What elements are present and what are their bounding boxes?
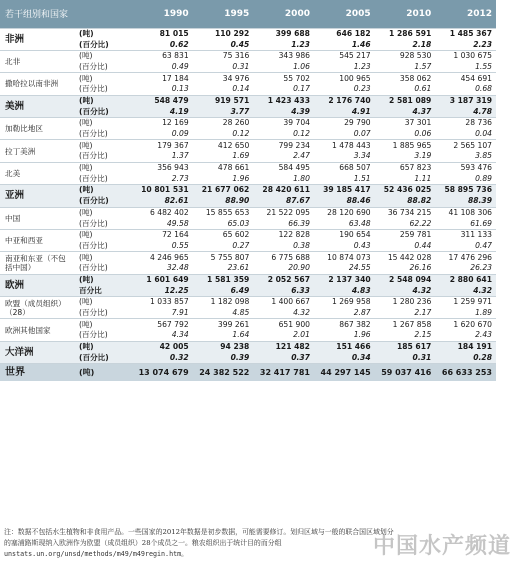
value-cell: 356 943 bbox=[132, 162, 193, 173]
value-cell: 1 182 098 bbox=[193, 297, 254, 308]
percent-cell: 2.17 bbox=[414, 308, 432, 318]
value-cell: 179 367 bbox=[132, 140, 193, 151]
unit-percent: (百分比) bbox=[79, 39, 109, 49]
value-cell: 6 775 688 bbox=[253, 252, 314, 263]
region-name: 撒哈拉以南非洲 bbox=[0, 73, 76, 95]
percent-cell: 2.87 bbox=[353, 308, 371, 318]
percent-cell: 4.19 bbox=[132, 106, 193, 117]
value-cell: 28 120 690 bbox=[314, 207, 375, 218]
value-cell: 2 880 641 bbox=[435, 274, 496, 285]
percent-cell: 4.32 bbox=[435, 285, 496, 296]
unit-percent: (百分比) bbox=[79, 129, 108, 139]
unit-percent: (百分比) bbox=[79, 330, 108, 340]
value-cell: 412 650 bbox=[193, 140, 254, 151]
unit-tonnes: (吨) bbox=[76, 341, 132, 352]
value-cell: 1 400 667 bbox=[253, 297, 314, 308]
value-cell: 21 677 062 bbox=[193, 185, 254, 196]
percent-cell: 66.39 bbox=[288, 218, 310, 228]
percent-cell: 0.06 bbox=[414, 129, 432, 139]
table-row bbox=[0, 118, 496, 129]
percent-cell: 6.33 bbox=[253, 285, 314, 296]
value-cell: 94 238 bbox=[193, 341, 254, 352]
percent-cell: 4.34 bbox=[171, 330, 189, 340]
percent-cell: 1.96 bbox=[232, 173, 250, 183]
percent-cell: 0.31 bbox=[375, 352, 436, 363]
unit-tonnes: (吨) bbox=[76, 118, 132, 129]
unit-percent: (百分比) bbox=[76, 106, 132, 117]
unit-tonnes: (吨) bbox=[76, 364, 132, 382]
value-cell: 2 052 567 bbox=[253, 274, 314, 285]
unit-percent: (百分比) bbox=[79, 263, 108, 273]
table-row bbox=[0, 319, 496, 330]
value-cell: 799 234 bbox=[253, 140, 314, 151]
header-title: 若干组别和国家 bbox=[0, 0, 132, 28]
percent-cell: 62.22 bbox=[409, 218, 432, 228]
percent-cell: 88.46 bbox=[314, 196, 375, 207]
percent-cell: 0.34 bbox=[314, 352, 375, 363]
value-cell: 36 734 215 bbox=[375, 207, 436, 218]
unit-tonnes: (吨) bbox=[76, 229, 132, 240]
footnote-line: 注：数据不包括水生植物和非食用产品。一些国家的2012年数据是初步数据，可能需要修订。划归区域与一般的联合国区域划分 bbox=[4, 528, 394, 536]
value-cell: 17 184 bbox=[132, 73, 193, 84]
percent-cell: 0.14 bbox=[232, 84, 250, 94]
value-cell: 1 267 858 bbox=[375, 319, 436, 330]
region-name: 欧洲 bbox=[0, 274, 76, 296]
table-row bbox=[0, 162, 496, 173]
table-body bbox=[0, 28, 496, 381]
value-cell: 72 164 bbox=[132, 229, 193, 240]
unit-percent: (百分比) bbox=[76, 196, 132, 207]
percent-cell: 65.03 bbox=[227, 218, 250, 228]
percent-cell: 0.55 bbox=[171, 240, 189, 250]
percent-cell: 0.27 bbox=[232, 240, 250, 250]
value-cell: 1 885 965 bbox=[375, 140, 436, 151]
percent-cell: 0.04 bbox=[475, 129, 492, 139]
percent-cell: 0.23 bbox=[353, 84, 371, 94]
unit-tonnes: (吨) bbox=[76, 50, 132, 61]
percent-cell: 2.43 bbox=[475, 330, 492, 340]
value-cell: 24 382 522 bbox=[193, 364, 254, 382]
percent-cell: 1.64 bbox=[232, 330, 250, 340]
percent-cell: 26.23 bbox=[470, 263, 492, 273]
value-cell: 110 292 bbox=[193, 28, 254, 39]
value-cell: 121 482 bbox=[253, 341, 314, 352]
value-cell: 668 507 bbox=[314, 162, 375, 173]
region-name: 世界 bbox=[0, 364, 76, 382]
percent-cell: 82.61 bbox=[132, 196, 193, 207]
value-cell: 1 280 236 bbox=[375, 297, 436, 308]
percent-cell: 4.91 bbox=[314, 106, 375, 117]
table-row bbox=[0, 207, 496, 218]
year-header: 1995 bbox=[193, 0, 254, 28]
year-header: 2005 bbox=[314, 0, 375, 28]
value-cell: 1 581 359 bbox=[193, 274, 254, 285]
value-cell: 2 548 094 bbox=[375, 274, 436, 285]
percent-cell: 49.58 bbox=[166, 218, 189, 228]
percent-cell: 4.32 bbox=[375, 285, 436, 296]
percent-cell: 1.37 bbox=[171, 151, 189, 161]
value-cell: 1 620 670 bbox=[435, 319, 496, 330]
value-cell: 52 436 025 bbox=[375, 185, 436, 196]
table-row bbox=[0, 229, 496, 240]
value-cell: 1 269 958 bbox=[314, 297, 375, 308]
percent-cell: 4.78 bbox=[435, 106, 496, 117]
value-cell: 2 565 107 bbox=[435, 140, 496, 151]
percent-cell: 87.67 bbox=[253, 196, 314, 207]
table-row bbox=[0, 274, 496, 285]
value-cell: 10 801 531 bbox=[132, 185, 193, 196]
percent-cell: 0.44 bbox=[414, 240, 432, 250]
region-name: 非洲 bbox=[0, 28, 76, 50]
percent-cell: 4.39 bbox=[253, 106, 314, 117]
value-cell: 12 169 bbox=[132, 118, 193, 129]
percent-cell: 88.90 bbox=[193, 196, 254, 207]
table-row bbox=[0, 28, 496, 39]
value-cell: 919 571 bbox=[193, 95, 254, 106]
value-cell: 28 420 611 bbox=[253, 185, 314, 196]
value-cell: 657 823 bbox=[375, 162, 436, 173]
value-cell: 478 661 bbox=[193, 162, 254, 173]
percent-cell: 1.06 bbox=[293, 61, 310, 71]
percent-cell: 1.55 bbox=[475, 61, 492, 71]
value-cell: 928 530 bbox=[375, 50, 436, 61]
percent-cell: 6.49 bbox=[193, 285, 254, 296]
table-row bbox=[0, 73, 496, 84]
percent-cell: 0.28 bbox=[435, 352, 496, 363]
value-cell: 6 482 402 bbox=[132, 207, 193, 218]
region-name: 美洲 bbox=[0, 95, 76, 117]
value-cell: 39 704 bbox=[253, 118, 314, 129]
percent-cell: 0.68 bbox=[475, 84, 492, 94]
value-cell: 28 260 bbox=[193, 118, 254, 129]
value-cell: 75 316 bbox=[193, 50, 254, 61]
value-cell: 1 478 443 bbox=[314, 140, 375, 151]
percent-cell: 0.49 bbox=[171, 61, 189, 71]
percent-cell: 2.23 bbox=[473, 39, 492, 49]
percent-cell: 3.34 bbox=[353, 151, 371, 161]
percent-cell: 0.37 bbox=[253, 352, 314, 363]
unit-tonnes: (吨) bbox=[76, 207, 132, 218]
value-cell: 584 495 bbox=[253, 162, 314, 173]
value-cell: 13 074 679 bbox=[132, 364, 193, 382]
percent-cell: 0.12 bbox=[232, 129, 250, 139]
value-cell: 63 831 bbox=[132, 50, 193, 61]
value-cell: 81 015 bbox=[132, 28, 193, 39]
table-row bbox=[0, 140, 496, 151]
value-cell: 399 688 bbox=[253, 28, 314, 39]
unit-tonnes: (吨) bbox=[76, 140, 132, 151]
table-row bbox=[0, 341, 496, 352]
table-row bbox=[0, 252, 496, 263]
percent-cell: 0.62 bbox=[169, 39, 189, 49]
percent-cell: 1.80 bbox=[293, 173, 310, 183]
value-cell: 122 828 bbox=[253, 229, 314, 240]
region-name: 北非 bbox=[0, 50, 76, 72]
value-cell: 548 479 bbox=[132, 95, 193, 106]
percent-cell: 4.32 bbox=[293, 308, 310, 318]
percent-cell: 0.07 bbox=[353, 129, 371, 139]
percent-cell: 0.09 bbox=[171, 129, 189, 139]
value-cell: 454 691 bbox=[435, 73, 496, 84]
unit-tonnes: (吨) bbox=[76, 319, 132, 330]
year-header: 2012 bbox=[435, 0, 496, 28]
percent-cell: 24.55 bbox=[348, 263, 371, 273]
percent-cell: 0.89 bbox=[475, 173, 492, 183]
percent-cell: 88.82 bbox=[375, 196, 436, 207]
value-cell: 41 108 306 bbox=[435, 207, 496, 218]
watermark-logo: 中国水产频道 bbox=[373, 534, 511, 559]
unit-tonnes: (吨) bbox=[76, 95, 132, 106]
unit-percent: (百分比) bbox=[79, 218, 108, 228]
value-cell: 651 900 bbox=[253, 319, 314, 330]
year-header: 2000 bbox=[253, 0, 314, 28]
percent-cell: 1.23 bbox=[353, 61, 371, 71]
value-cell: 100 965 bbox=[314, 73, 375, 84]
value-cell: 343 986 bbox=[253, 50, 314, 61]
percent-cell: 1.69 bbox=[232, 151, 250, 161]
value-cell: 399 261 bbox=[193, 319, 254, 330]
value-cell: 55 702 bbox=[253, 73, 314, 84]
table-row bbox=[0, 50, 496, 61]
value-cell: 42 005 bbox=[132, 341, 193, 352]
percent-cell: 0.13 bbox=[171, 84, 189, 94]
region-name: 欧盟（成员组织）（28） bbox=[0, 297, 76, 319]
value-cell: 2 176 740 bbox=[314, 95, 375, 106]
region-name: 亚洲 bbox=[0, 185, 76, 207]
value-cell: 259 781 bbox=[375, 229, 436, 240]
percent-cell: 2.47 bbox=[293, 151, 310, 161]
value-cell: 2 137 340 bbox=[314, 274, 375, 285]
percent-cell: 23.61 bbox=[227, 263, 250, 273]
world-total-row bbox=[0, 364, 496, 382]
unit-percent: (百分比) bbox=[76, 352, 132, 363]
table-row bbox=[0, 297, 496, 308]
unit-percent: (百分比) bbox=[79, 173, 108, 183]
value-cell: 17 476 296 bbox=[435, 252, 496, 263]
region-name: 中国 bbox=[0, 207, 76, 229]
percent-cell: 0.43 bbox=[353, 240, 371, 250]
unit-percent: (百分比) bbox=[79, 61, 108, 71]
unit-percent: (百分比) bbox=[79, 84, 108, 94]
year-header: 1990 bbox=[132, 0, 193, 28]
percent-cell: 0.38 bbox=[293, 240, 310, 250]
value-cell: 39 185 417 bbox=[314, 185, 375, 196]
footnote-url: unstats.un.org/unsd/methods/m49/m49regin.htm。 bbox=[4, 550, 188, 558]
percent-cell: 26.16 bbox=[409, 263, 432, 273]
percent-cell: 1.23 bbox=[291, 39, 310, 49]
value-cell: 21 522 095 bbox=[253, 207, 314, 218]
percent-cell: 0.47 bbox=[475, 240, 492, 250]
unit-tonnes: (吨) bbox=[76, 185, 132, 196]
value-cell: 15 855 653 bbox=[193, 207, 254, 218]
value-cell: 1 259 971 bbox=[435, 297, 496, 308]
percent-cell: 1.51 bbox=[353, 173, 371, 183]
value-cell: 311 133 bbox=[435, 229, 496, 240]
percent-cell: 0.12 bbox=[293, 129, 310, 139]
percent-cell: 0.32 bbox=[132, 352, 193, 363]
value-cell: 66 633 253 bbox=[435, 364, 496, 382]
value-cell: 44 297 145 bbox=[314, 364, 375, 382]
value-cell: 1 030 675 bbox=[435, 50, 496, 61]
region-name: 欧洲其他国家 bbox=[0, 319, 76, 341]
percent-cell: 3.77 bbox=[193, 106, 254, 117]
percent-cell: 88.39 bbox=[435, 196, 496, 207]
value-cell: 29 790 bbox=[314, 118, 375, 129]
value-cell: 358 062 bbox=[375, 73, 436, 84]
value-cell: 15 442 028 bbox=[375, 252, 436, 263]
year-header: 2010 bbox=[375, 0, 436, 28]
percent-cell: 2.18 bbox=[412, 39, 432, 49]
region-name: 中亚和西亚 bbox=[0, 229, 76, 251]
value-cell: 1 485 367 bbox=[435, 28, 496, 39]
percent-cell: 12.25 bbox=[132, 285, 193, 296]
percent-cell: 20.90 bbox=[288, 263, 310, 273]
percent-cell: 3.85 bbox=[475, 151, 492, 161]
percent-cell: 1.89 bbox=[475, 308, 492, 318]
table-row bbox=[0, 95, 496, 106]
value-cell: 37 301 bbox=[375, 118, 436, 129]
table-row bbox=[0, 185, 496, 196]
percent-cell: 0.39 bbox=[193, 352, 254, 363]
value-cell: 65 602 bbox=[193, 229, 254, 240]
unit-percent: (百分比) bbox=[79, 151, 108, 161]
table-header bbox=[0, 0, 496, 28]
footnote-line: 的塞浦路斯现纳入欧洲作为欧盟（成员组织）28个成员之一。粮农组织出于统计目的而分组 bbox=[4, 539, 282, 547]
value-cell: 59 037 416 bbox=[375, 364, 436, 382]
percent-cell: 4.83 bbox=[314, 285, 375, 296]
percent-cell: 1.96 bbox=[353, 330, 371, 340]
value-cell: 1 423 433 bbox=[253, 95, 314, 106]
percent-cell: 61.69 bbox=[470, 218, 492, 228]
unit-percent: (百分比) bbox=[79, 240, 108, 250]
percent-cell: 1.46 bbox=[351, 39, 371, 49]
value-cell: 593 476 bbox=[435, 162, 496, 173]
value-cell: 567 792 bbox=[132, 319, 193, 330]
unit-percent: (百分比) bbox=[79, 308, 108, 318]
percent-cell: 1.57 bbox=[414, 61, 432, 71]
unit-percent: 百分比 bbox=[76, 285, 132, 296]
unit-tonnes: (吨) bbox=[76, 252, 132, 263]
region-name: 南亚和东亚（不包括中国） bbox=[0, 252, 76, 274]
percent-cell: 2.15 bbox=[414, 330, 432, 340]
unit-tonnes: (吨) bbox=[76, 162, 132, 173]
value-cell: 190 654 bbox=[314, 229, 375, 240]
percent-cell: 0.61 bbox=[414, 84, 432, 94]
region-name: 拉丁美洲 bbox=[0, 140, 76, 162]
percent-cell: 0.45 bbox=[230, 39, 250, 49]
value-cell: 1 601 649 bbox=[132, 274, 193, 285]
percent-cell: 7.91 bbox=[171, 308, 189, 318]
unit-tonnes: (吨) bbox=[76, 274, 132, 285]
percent-cell: 1.11 bbox=[414, 173, 432, 183]
unit-tonnes: (吨) bbox=[76, 28, 132, 39]
region-name: 大洋洲 bbox=[0, 341, 76, 363]
percent-cell: 2.01 bbox=[293, 330, 310, 340]
value-cell: 4 246 965 bbox=[132, 252, 193, 263]
value-cell: 184 191 bbox=[435, 341, 496, 352]
region-name: 北美 bbox=[0, 162, 76, 184]
value-cell: 867 382 bbox=[314, 319, 375, 330]
value-cell: 2 581 089 bbox=[375, 95, 436, 106]
value-cell: 1 033 857 bbox=[132, 297, 193, 308]
value-cell: 1 286 591 bbox=[375, 28, 436, 39]
percent-cell: 32.48 bbox=[166, 263, 189, 273]
value-cell: 151 466 bbox=[314, 341, 375, 352]
value-cell: 28 736 bbox=[435, 118, 496, 129]
region-name: 加勒比地区 bbox=[0, 118, 76, 140]
value-cell: 3 187 319 bbox=[435, 95, 496, 106]
percent-cell: 0.31 bbox=[232, 61, 250, 71]
unit-tonnes: (吨) bbox=[76, 297, 132, 308]
value-cell: 5 755 807 bbox=[193, 252, 254, 263]
percent-cell: 0.17 bbox=[293, 84, 310, 94]
percent-cell: 2.73 bbox=[171, 173, 189, 183]
value-cell: 545 217 bbox=[314, 50, 375, 61]
value-cell: 34 976 bbox=[193, 73, 254, 84]
percent-cell: 63.48 bbox=[348, 218, 371, 228]
value-cell: 646 182 bbox=[314, 28, 375, 39]
percent-cell: 4.85 bbox=[232, 308, 250, 318]
percent-cell: 3.19 bbox=[414, 151, 432, 161]
unit-tonnes: (吨) bbox=[76, 73, 132, 84]
value-cell: 185 617 bbox=[375, 341, 436, 352]
value-cell: 58 895 736 bbox=[435, 185, 496, 196]
value-cell: 10 874 073 bbox=[314, 252, 375, 263]
percent-cell: 4.37 bbox=[375, 106, 436, 117]
value-cell: 32 417 781 bbox=[253, 364, 314, 382]
